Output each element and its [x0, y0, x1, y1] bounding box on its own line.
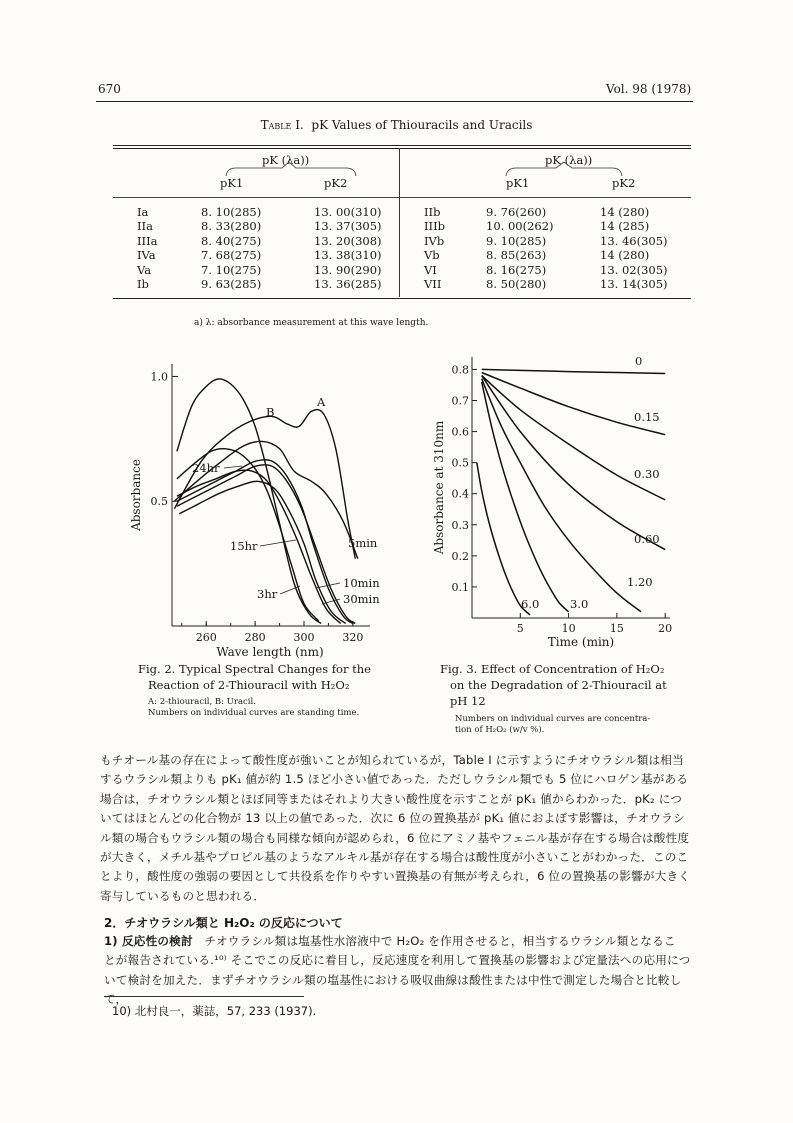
fig2-caption-line2: Reaction of 2-Thiouracil with H₂O₂ — [148, 678, 350, 692]
table-bottom-rule — [113, 298, 691, 299]
body-paragraph-2 — [104, 932, 704, 1010]
fig2-curve-label: 3hr — [257, 587, 278, 601]
right-col-pk2: pK2 — [612, 176, 636, 190]
journal-volume: Vol. 98 (1978) — [606, 82, 692, 96]
table-footnote: a) λ: absorbance measurement at this wave length. — [194, 318, 429, 328]
table-title-text: pK Values of Thiouracils and Uracils — [311, 118, 533, 132]
compound: VII — [424, 277, 442, 292]
table-row — [424, 277, 700, 291]
pk1-value: 9. 76(260) — [486, 205, 547, 219]
pk1-value: 9. 63(285) — [201, 277, 262, 292]
para2-rest — [104, 951, 704, 1009]
figure-2-chart — [120, 350, 390, 660]
fig3-note-line1: Numbers on individual curves are concentra- — [455, 714, 651, 724]
fig2-note-line2: Numbers on individual curves are standing time. — [148, 708, 360, 718]
fig2-caption — [138, 661, 371, 693]
fig3-y-tick-label: 0.4 — [451, 487, 469, 501]
pk1-value: 7. 10(275) — [201, 262, 262, 277]
table-row — [137, 234, 414, 248]
table-header-rule — [113, 197, 691, 198]
fig2-curve-label: 15hr — [230, 539, 258, 553]
subsection-heading: 1) 反応性の検討 — [104, 934, 193, 948]
fig2-note-line1: A: 2-thiouracil, B: Uracil. — [148, 697, 256, 707]
pk2-value: 13. 36(285) — [314, 277, 382, 292]
fig2-y-tick-label: 1.0 — [150, 370, 168, 384]
pk2-value: 13. 02(305) — [600, 262, 668, 277]
brace-lines — [0, 0, 793, 200]
pk2-value: 13. 14(305) — [600, 277, 668, 292]
compound: IIa — [137, 219, 153, 234]
fig3-curve-0.30 — [482, 376, 666, 500]
table-row — [137, 263, 414, 277]
compound: VI — [424, 262, 437, 277]
table-row — [424, 219, 700, 233]
fig2-curve-label: 30min — [343, 592, 380, 606]
fig3-curve-1.20 — [482, 379, 641, 612]
compound: IVa — [137, 248, 156, 263]
table-right-block — [424, 205, 700, 291]
fig3-note-line2: tion of H₂O₂ (w/v %). — [455, 725, 545, 735]
text-line: いて検討を加えた．まずチオウラシル類の塩基性における吸収曲線は酸性または中性で測定した場合と比較して， — [104, 972, 682, 1007]
compound: IIb — [424, 205, 441, 219]
text-line: とが報告されている.¹⁰⁾ そこでこの反応に着目し，反応速度を利用して置換基の影響および定量法への応用につ — [104, 953, 691, 968]
text-line: とより，酸性度の強弱の要因として共役系を作りやすい置換基の有無が考えられ，6 位の置換基の影響が大きく — [100, 869, 691, 884]
compound: IIIa — [137, 233, 158, 248]
fig3-curve-0 — [482, 369, 666, 373]
fig3-curve-3.0 — [482, 382, 569, 612]
fig3-caption-line2: on the Degradation of 2-Thiouracil at — [450, 678, 667, 692]
text-line: 場合は，チオウラシル類とほぼ同等またはそれより大きい酸性度を示すことが pK₁ 値からわかった．pK₂ につ — [100, 791, 683, 806]
fig2-curve-label: 5min — [348, 536, 378, 550]
fig3-y-tick-label: 0.7 — [451, 394, 469, 408]
pk2-value: 13. 00(310) — [314, 205, 382, 219]
pk2-value: 14 (280) — [600, 248, 650, 263]
page-number: 670 — [98, 82, 121, 96]
fig3-caption-line3: pH 12 — [450, 694, 486, 708]
pk1-value: 8. 40(275) — [201, 233, 262, 248]
pk2-value: 13. 90(290) — [314, 262, 382, 277]
fig3-y-axis-label: Absorbance at 310nm — [432, 420, 446, 555]
text-line: もチオール基の存在によって酸性度が強いことが知られているが，Table I に示すようにチオウラシル類は相当 — [100, 753, 684, 767]
fig3-y-tick-label: 0.5 — [451, 456, 469, 470]
fig3-x-axis-label: Time (min) — [547, 635, 615, 649]
table-title-prefix: Table I. — [260, 118, 304, 132]
fig2-y-axis-label: Absorbance — [129, 459, 143, 531]
pk2-value: 14 (285) — [600, 219, 650, 234]
fig3-series-label: 1.20 — [627, 575, 653, 589]
table-row — [424, 248, 700, 262]
table-row — [137, 219, 414, 233]
fig3-note — [455, 714, 650, 736]
compound: Va — [137, 262, 152, 277]
pk1-value: 8. 33(280) — [201, 219, 262, 234]
fig3-y-tick-label: 0.6 — [451, 425, 469, 439]
fig3-curve-0.15 — [482, 373, 666, 435]
fig2-curve-label: 10min — [343, 576, 380, 590]
fig3-series-label: 0.30 — [634, 467, 660, 481]
table-row — [424, 205, 700, 219]
fig2-x-tick-label: 260 — [195, 631, 217, 644]
table-left-block — [137, 205, 414, 291]
fig2-curve-5min — [174, 441, 357, 558]
left-col-pk1: pK1 — [220, 176, 244, 190]
fig2-y-tick-label: 0.5 — [150, 495, 168, 509]
pk1-value: 8. 16(275) — [486, 262, 547, 277]
fig3-series-label: 0 — [635, 354, 643, 368]
right-group-header: pK (λa)) — [545, 153, 593, 167]
fig3-caption-line1: Fig. 3. Effect of Concentration of H₂O₂ — [440, 662, 665, 676]
fig2-curve-3hr — [179, 481, 345, 623]
fig2-leader-line — [224, 466, 242, 468]
fig2-curve-label: B — [266, 405, 275, 419]
fig3-y-tick-label: 0.8 — [451, 363, 469, 377]
fig3-y-tick-label: 0.1 — [451, 580, 469, 594]
pk1-value: 8. 50(280) — [486, 277, 547, 292]
fig3-x-tick-label: 15 — [609, 622, 624, 635]
fig2-leader-line — [260, 540, 296, 546]
compound: Vb — [424, 248, 440, 263]
figure-3-chart — [425, 345, 690, 655]
compound: IVb — [424, 233, 445, 248]
fig3-y-tick-label: 0.2 — [451, 549, 469, 563]
fig3-x-tick-label: 5 — [516, 622, 524, 635]
compound: Ia — [137, 205, 149, 219]
fig3-series-label: 3.0 — [570, 597, 589, 611]
text-line: 寄与しているものと思われる． — [100, 888, 266, 903]
left-group-header: pK (λa)) — [262, 153, 310, 167]
right-col-pk1: pK1 — [506, 176, 530, 190]
pk1-value: 8. 10(285) — [201, 205, 262, 219]
para2-first-text: チオウラシル類は塩基性水溶液中で H₂O₂ を作用させると，相当するウラシル類となるこ — [204, 934, 676, 948]
table-row — [137, 248, 414, 262]
pk2-value: 13. 37(305) — [314, 219, 382, 234]
text-line: いてはほとんどの化合物が 13 以上の値であった．次に 6 位の置換基が pK₁ 値におよぼす影響は，チオウラシ — [100, 811, 685, 826]
text-line: が大きく，メチル基やプロピル基のようなアルキル基が存在する場合は酸性度が小さいことがわかった．このこ — [100, 850, 689, 865]
fig3-series-label: 0.15 — [634, 410, 660, 424]
fig3-y-tick-label: 0.3 — [451, 518, 469, 532]
fig2-caption-line1: Fig. 2. Typical Spectral Changes for the — [138, 662, 371, 676]
fig3-series-label: 6.0 — [521, 597, 540, 611]
compound: Ib — [137, 277, 149, 292]
fig2-curve-label: 24hr — [192, 461, 220, 475]
pk1-value: 8. 85(263) — [486, 248, 547, 263]
reference-footnote: 10) 北村良一，薬誌，57, 233 (1937). — [112, 1004, 317, 1018]
pk2-value: 14 (280) — [600, 205, 650, 219]
left-col-pk2: pK2 — [324, 176, 348, 190]
fig2-x-axis-label: Wave length (nm) — [216, 645, 324, 659]
fig2-x-tick-label: 320 — [342, 631, 364, 644]
pk2-value: 13. 20(308) — [314, 233, 382, 248]
pk2-value: 13. 38(310) — [314, 248, 382, 263]
fig2-curve-label: A — [317, 395, 326, 409]
fig3-series-label: 0.60 — [634, 532, 660, 546]
fig3-caption — [440, 661, 667, 709]
pk1-value: 9. 10(285) — [486, 233, 547, 248]
fig2-x-tick-label: 300 — [293, 631, 315, 644]
text-line: ル類の場合もウラシル類の場合も同様な傾向が認められ，6 位にアミノ基やフェニル基が存在する場合は酸性度 — [100, 830, 690, 845]
fig3-x-tick-label: 20 — [658, 622, 673, 635]
text-line: するウラシル類よりも pK₁ 値が約 1.5 ほど小さい値であった．ただしウラシル類でも 5 位にハロゲン基がある — [100, 772, 689, 787]
table-row — [424, 263, 700, 277]
pk1-value: 7. 68(275) — [201, 248, 262, 263]
table-row — [424, 234, 700, 248]
fig3-curve-0.60 — [482, 376, 666, 550]
section-heading: 2．チオウラシル類と H₂O₂ の反応について — [104, 916, 343, 930]
fig3-x-tick-label: 10 — [561, 622, 576, 635]
compound: IIIb — [424, 219, 445, 234]
pk1-value: 10. 00(262) — [486, 219, 554, 234]
fig2-x-tick-label: 280 — [244, 631, 266, 644]
fig2-note — [148, 697, 359, 719]
footnote-rule — [104, 996, 304, 997]
pk2-value: 13. 46(305) — [600, 233, 668, 248]
para2-line-1 — [104, 932, 704, 951]
table-row — [137, 277, 414, 291]
table-row — [137, 205, 414, 219]
body-paragraph-1 — [100, 751, 700, 906]
fig3-curve-6.0 — [477, 463, 530, 615]
